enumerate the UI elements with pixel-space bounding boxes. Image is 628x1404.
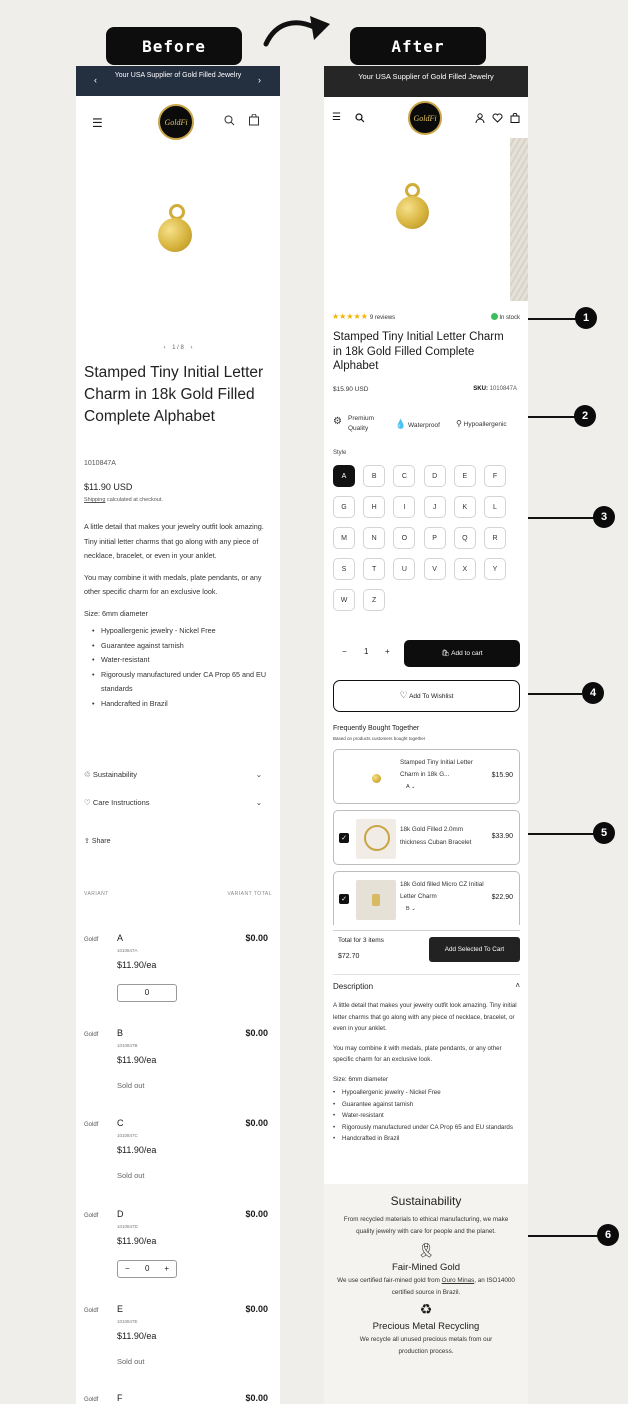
add-selected-to-cart-button[interactable]: Add Selected To Cart [429,937,520,962]
variant-image: Goldf [84,1308,99,1314]
variant-select[interactable]: A ⌄ [406,784,416,790]
award-ribbon-icon: 🎗 [417,1242,435,1258]
cart-icon[interactable] [510,113,520,123]
product-thumbnail [356,819,396,859]
list-item: • Handcrafted in Brazil [333,1133,520,1145]
style-option-p[interactable]: P [424,527,446,549]
next-icon[interactable]: › [190,345,193,351]
style-option-n[interactable]: N [363,527,385,549]
variant-image: Goldf [84,1397,99,1403]
style-option-m[interactable]: M [333,527,355,549]
feature-premium-quality: ⚙ Premium Quality [333,415,375,432]
variant-total: $0.00 [245,1393,268,1403]
style-option-h[interactable]: H [363,496,385,518]
person-icon: ⚲ [456,419,462,428]
style-option-w[interactable]: W [333,589,355,611]
variant-name: B [117,1028,124,1038]
annotation-badge-6: 6 [597,1224,619,1246]
variant-select[interactable]: B ⌄ [406,906,416,912]
sustainability-section [324,1184,528,1404]
variant-sku: 1010847D [117,1224,138,1229]
after-label: After [350,27,486,65]
style-option-c[interactable]: C [393,465,415,487]
minus-button[interactable]: − [342,647,347,656]
recycle-icon: ♻ [419,1301,433,1317]
variant-image: Goldf [84,1122,99,1128]
style-option-y[interactable]: Y [484,558,506,580]
annotation-badge-1: 1 [575,307,597,329]
share-button[interactable]: ⇪ Share [84,838,111,845]
variant-name: F [117,1393,123,1403]
care-accordion[interactable]: ♡ Care Instructions ⌄ [84,798,262,807]
product-title: Stamped Tiny Initial Letter Charm in 18k Gold Filled Complete Alphabet [84,364,264,425]
list-item: • Guarantee against tarnish [333,1099,520,1111]
ouro-minas-link[interactable]: Ouro Minas [441,1277,475,1284]
variant-name: E [117,1304,124,1314]
style-option-t[interactable]: T [363,558,385,580]
product-price: $15.90 USD [333,386,369,393]
curved-arrow-icon [262,8,334,48]
annotation-line-5 [528,833,594,835]
total-price: $72.70 [338,953,360,960]
fbt-item-price: $22.90 [491,894,513,901]
add-to-cart-button[interactable]: 🛍 Add to cart [404,640,520,667]
chevron-down-icon: ⌄ [255,770,262,779]
announcement-text: Your USA Supplier of Gold Filled Jewelry [114,72,242,79]
style-option-j[interactable]: J [424,496,446,518]
list-item: • Water-resistant [333,1110,520,1122]
add-to-wishlist-button[interactable]: ♡ Add To Wishlist [333,680,520,712]
variant-price: $11.90/ea [117,1236,157,1246]
variant-sku: 1010847C [117,1133,138,1138]
search-icon[interactable] [224,115,235,126]
style-option-z[interactable]: Z [363,589,385,611]
description-toggle[interactable]: Description ˄ [333,981,520,991]
variant-row [84,1302,272,1392]
fbt-item-name: 18k Gold Filled 2.0mm thickness Cuban Bracelet [400,826,472,846]
variant-sku: 1010847E [117,1319,138,1324]
account-icon[interactable] [475,113,485,123]
shipping-link[interactable]: Shipping [84,497,106,503]
fbt-item-price: $33.90 [491,833,513,840]
variant-row [84,1207,272,1297]
after-screen [324,66,528,1404]
share-icon: ⇪ [84,838,90,845]
variant-total: $0.00 [245,1209,268,1219]
section-text: From recycled materials to ethical manufacturing, we make quality jewelry with care for people and the planet. [343,1216,509,1235]
style-option-q[interactable]: Q [454,527,476,549]
fair-gold-title: Fair-Mined Gold [391,1262,461,1273]
annotation-badge-4: 4 [582,682,604,704]
prev-icon[interactable]: ‹ [163,345,166,351]
style-option-k[interactable]: K [454,496,476,518]
product-sku: SKU: 1010847A [473,386,517,392]
checkbox[interactable]: ✓ [339,894,349,904]
search-icon[interactable] [355,113,365,123]
style-option-v[interactable]: V [424,558,446,580]
variant-total: $0.00 [245,1304,268,1314]
stock-status: In stock [491,313,520,323]
section-title: Sustainability [390,1194,462,1208]
style-option-d[interactable]: D [424,465,446,487]
before-screen [76,66,280,1404]
chevron-down-icon: ⌄ [255,798,262,807]
list-item: • Guarantee against tarnish [92,639,272,654]
plus-button[interactable]: + [164,1264,169,1273]
variant-total: $0.00 [245,1028,268,1038]
star-rating-icon: ★★★★★ [332,312,368,321]
sustainability-accordion[interactable]: ♲ Sustainability ⌄ [84,770,262,779]
product-price: $11.90 USD [84,482,133,492]
style-label: Style [333,450,347,456]
quantity-stepper[interactable] [333,642,395,662]
variant-total: $0.00 [245,1118,268,1128]
variant-row [84,1391,272,1404]
recycling-title: Precious Metal Recycling [372,1321,480,1332]
style-option-l[interactable]: L [484,496,506,518]
description: A little detail that makes your jewelry outfit look amazing. Tiny initial letter charms that go along with any piece of necklace, bracelet, or even in your anklet. You may combine it with medals, plate pendants, or any other specific charm for an exclusive look. Size: 6mm diameter • Hypoallergenic jewelry - Nickel Free • Guarantee against tarnish • Water-resistant • Rigorously manufactured under CA Prop 65 and EU standards • Handcrafted in Brazil [84,520,272,711]
style-option-b[interactable]: B [363,465,385,487]
water-drop-icon: 💧 [395,419,407,429]
total-label: Total for 3 items [338,937,384,944]
list-item: • Rigorously manufactured under CA Prop 65 and EU standards [92,668,272,697]
fbt-item[interactable] [333,810,520,865]
pagination[interactable]: ‹ 1 / 8 › [163,345,193,351]
logo[interactable]: GoldFi [408,101,442,135]
logo[interactable]: GoldFi [158,104,194,140]
style-option-s[interactable]: S [333,558,355,580]
announcement-bar [76,66,280,96]
in-stock-dot-icon [491,313,498,320]
list-item: • Handcrafted in Brazil [92,697,272,712]
announcement-bar [324,66,528,97]
annotation-line-6 [528,1235,600,1237]
chevron-left-icon[interactable]: ‹ [94,75,97,85]
fbt-item[interactable] [333,749,520,804]
variant-total: $0.00 [245,933,268,943]
annotation-line-3 [528,517,594,519]
variant-price: $11.90/ea [117,1055,157,1065]
bag-icon: 🛍 [441,650,450,657]
variant-image: Goldf [84,937,99,943]
before-label: Before [106,27,242,65]
variant-header: VARIANT VARIANT TOTAL [84,891,272,897]
annotation-line-2 [528,416,576,418]
fbt-item-name: Stamped Tiny Initial Letter Charm in 18k G... [400,759,473,778]
product-thumbnail [356,880,396,920]
checkbox[interactable]: ✓ [339,833,349,843]
sold-out-label: Sold out [117,1081,145,1090]
heart-icon: ♡ [399,690,408,700]
description: A little detail that makes your jewelry outfit look amazing. Tiny initial letter charms that go along with any piece of necklace, bracelet, or even in your anklet. You may combine it with medals, plate pendants, or any other specific charm for an exclusive look. Size: 6mm diameter • Hypoallergenic jewelry - Nickel Free • Guarantee against tarnish • Water-resistant • Rigorously manufactured under CA Prop 65 and EU standards • Handcrafted in Brazil [333,1000,520,1145]
variant-sku: 1010847A [117,948,138,953]
variant-row [84,931,272,1021]
quantity-stepper[interactable]: − 0 + [117,1260,177,1278]
annotation-badge-3: 3 [593,506,615,528]
variant-sku: 1010847B [117,1043,138,1048]
variant-name: D [117,1209,124,1219]
style-option-i[interactable]: I [393,496,415,518]
annotation-badge-5: 5 [593,822,615,844]
feature-hypoallergenic: ⚲ Hypoallergenic [456,419,507,428]
variant-price: $11.90/ea [117,1331,157,1341]
style-option-g[interactable]: G [333,496,355,518]
minus-button[interactable]: − [125,1264,130,1273]
variant-row [84,1116,272,1206]
style-option-f[interactable]: F [484,465,506,487]
product-title: Stamped Tiny Initial Letter Charm in 18k Gold Filled Complete Alphabet [333,331,504,372]
heart-icon: ♡ [84,798,91,807]
fair-gold-text: We use certified fair-mined gold from Ouro Minas, an ISO14000 certified source in Brazil. [337,1277,515,1296]
leaf-icon: ♲ [84,770,91,779]
list-item: • Hypoallergenic jewelry - Nickel Free [333,1087,520,1099]
style-option-u[interactable]: U [393,558,415,580]
style-option-a[interactable]: A [333,465,355,487]
variant-name: A [117,933,124,943]
list-item: • Hypoallergenic jewelry - Nickel Free [92,624,272,639]
chevron-up-icon: ˄ [515,981,520,990]
menu-icon[interactable]: ☰ [92,116,103,130]
menu-icon[interactable]: ☰ [332,112,341,123]
quantity-stepper[interactable]: 0 [117,984,177,1002]
fbt-subtitle: Based on products customers bought together [333,736,426,741]
rating[interactable]: ★★★★★ 9 reviews [332,312,396,321]
fbt-title: Frequently Bought Together [333,725,420,732]
cart-icon[interactable] [248,114,260,126]
quantity-value: 1 [364,647,369,656]
product-image[interactable] [324,138,528,301]
divider [333,930,520,931]
variant-row [84,1026,272,1116]
variant-price: $11.90/ea [117,1145,157,1155]
annotation-line-4 [528,693,582,695]
divider [333,974,520,975]
fbt-item[interactable] [333,871,520,925]
chevron-right-icon[interactable]: › [258,75,261,85]
next-image-preview[interactable] [510,138,528,301]
product-thumbnail [356,758,396,798]
style-option-x[interactable]: X [454,558,476,580]
variant-name: C [117,1118,124,1128]
announcement-text: Your USA Supplier of Gold Filled Jewelry [358,72,494,81]
product-image[interactable] [76,148,280,328]
variant-price: $11.90/ea [117,960,157,970]
list-item: • Rigorously manufactured under CA Prop 65 and EU standards [333,1122,520,1134]
fbt-item-name: 18k Gold filled Micro CZ Initial Letter Charm [400,881,484,900]
variant-image: Goldf [84,1213,99,1219]
list-item: • Water-resistant [92,653,272,668]
style-option-o[interactable]: O [393,527,415,549]
shipping-note: Shipping calculated at checkout. [84,497,163,503]
sold-out-label: Sold out [117,1171,145,1180]
badge-icon: ⚙ [333,416,342,427]
recycling-text: We recycle all unused precious metals from our production process. [359,1336,493,1355]
style-option-e[interactable]: E [454,465,476,487]
product-sku: 1010847A [84,460,116,467]
wishlist-icon[interactable] [492,113,503,123]
annotation-badge-2: 2 [574,405,596,427]
fbt-item-price: $15.90 [491,772,513,779]
sold-out-label: Sold out [117,1357,145,1366]
plus-button[interactable]: + [385,647,390,656]
style-option-r[interactable]: R [484,527,506,549]
variant-image: Goldf [84,1032,99,1038]
feature-waterproof: 💧 Waterproof [395,419,440,429]
